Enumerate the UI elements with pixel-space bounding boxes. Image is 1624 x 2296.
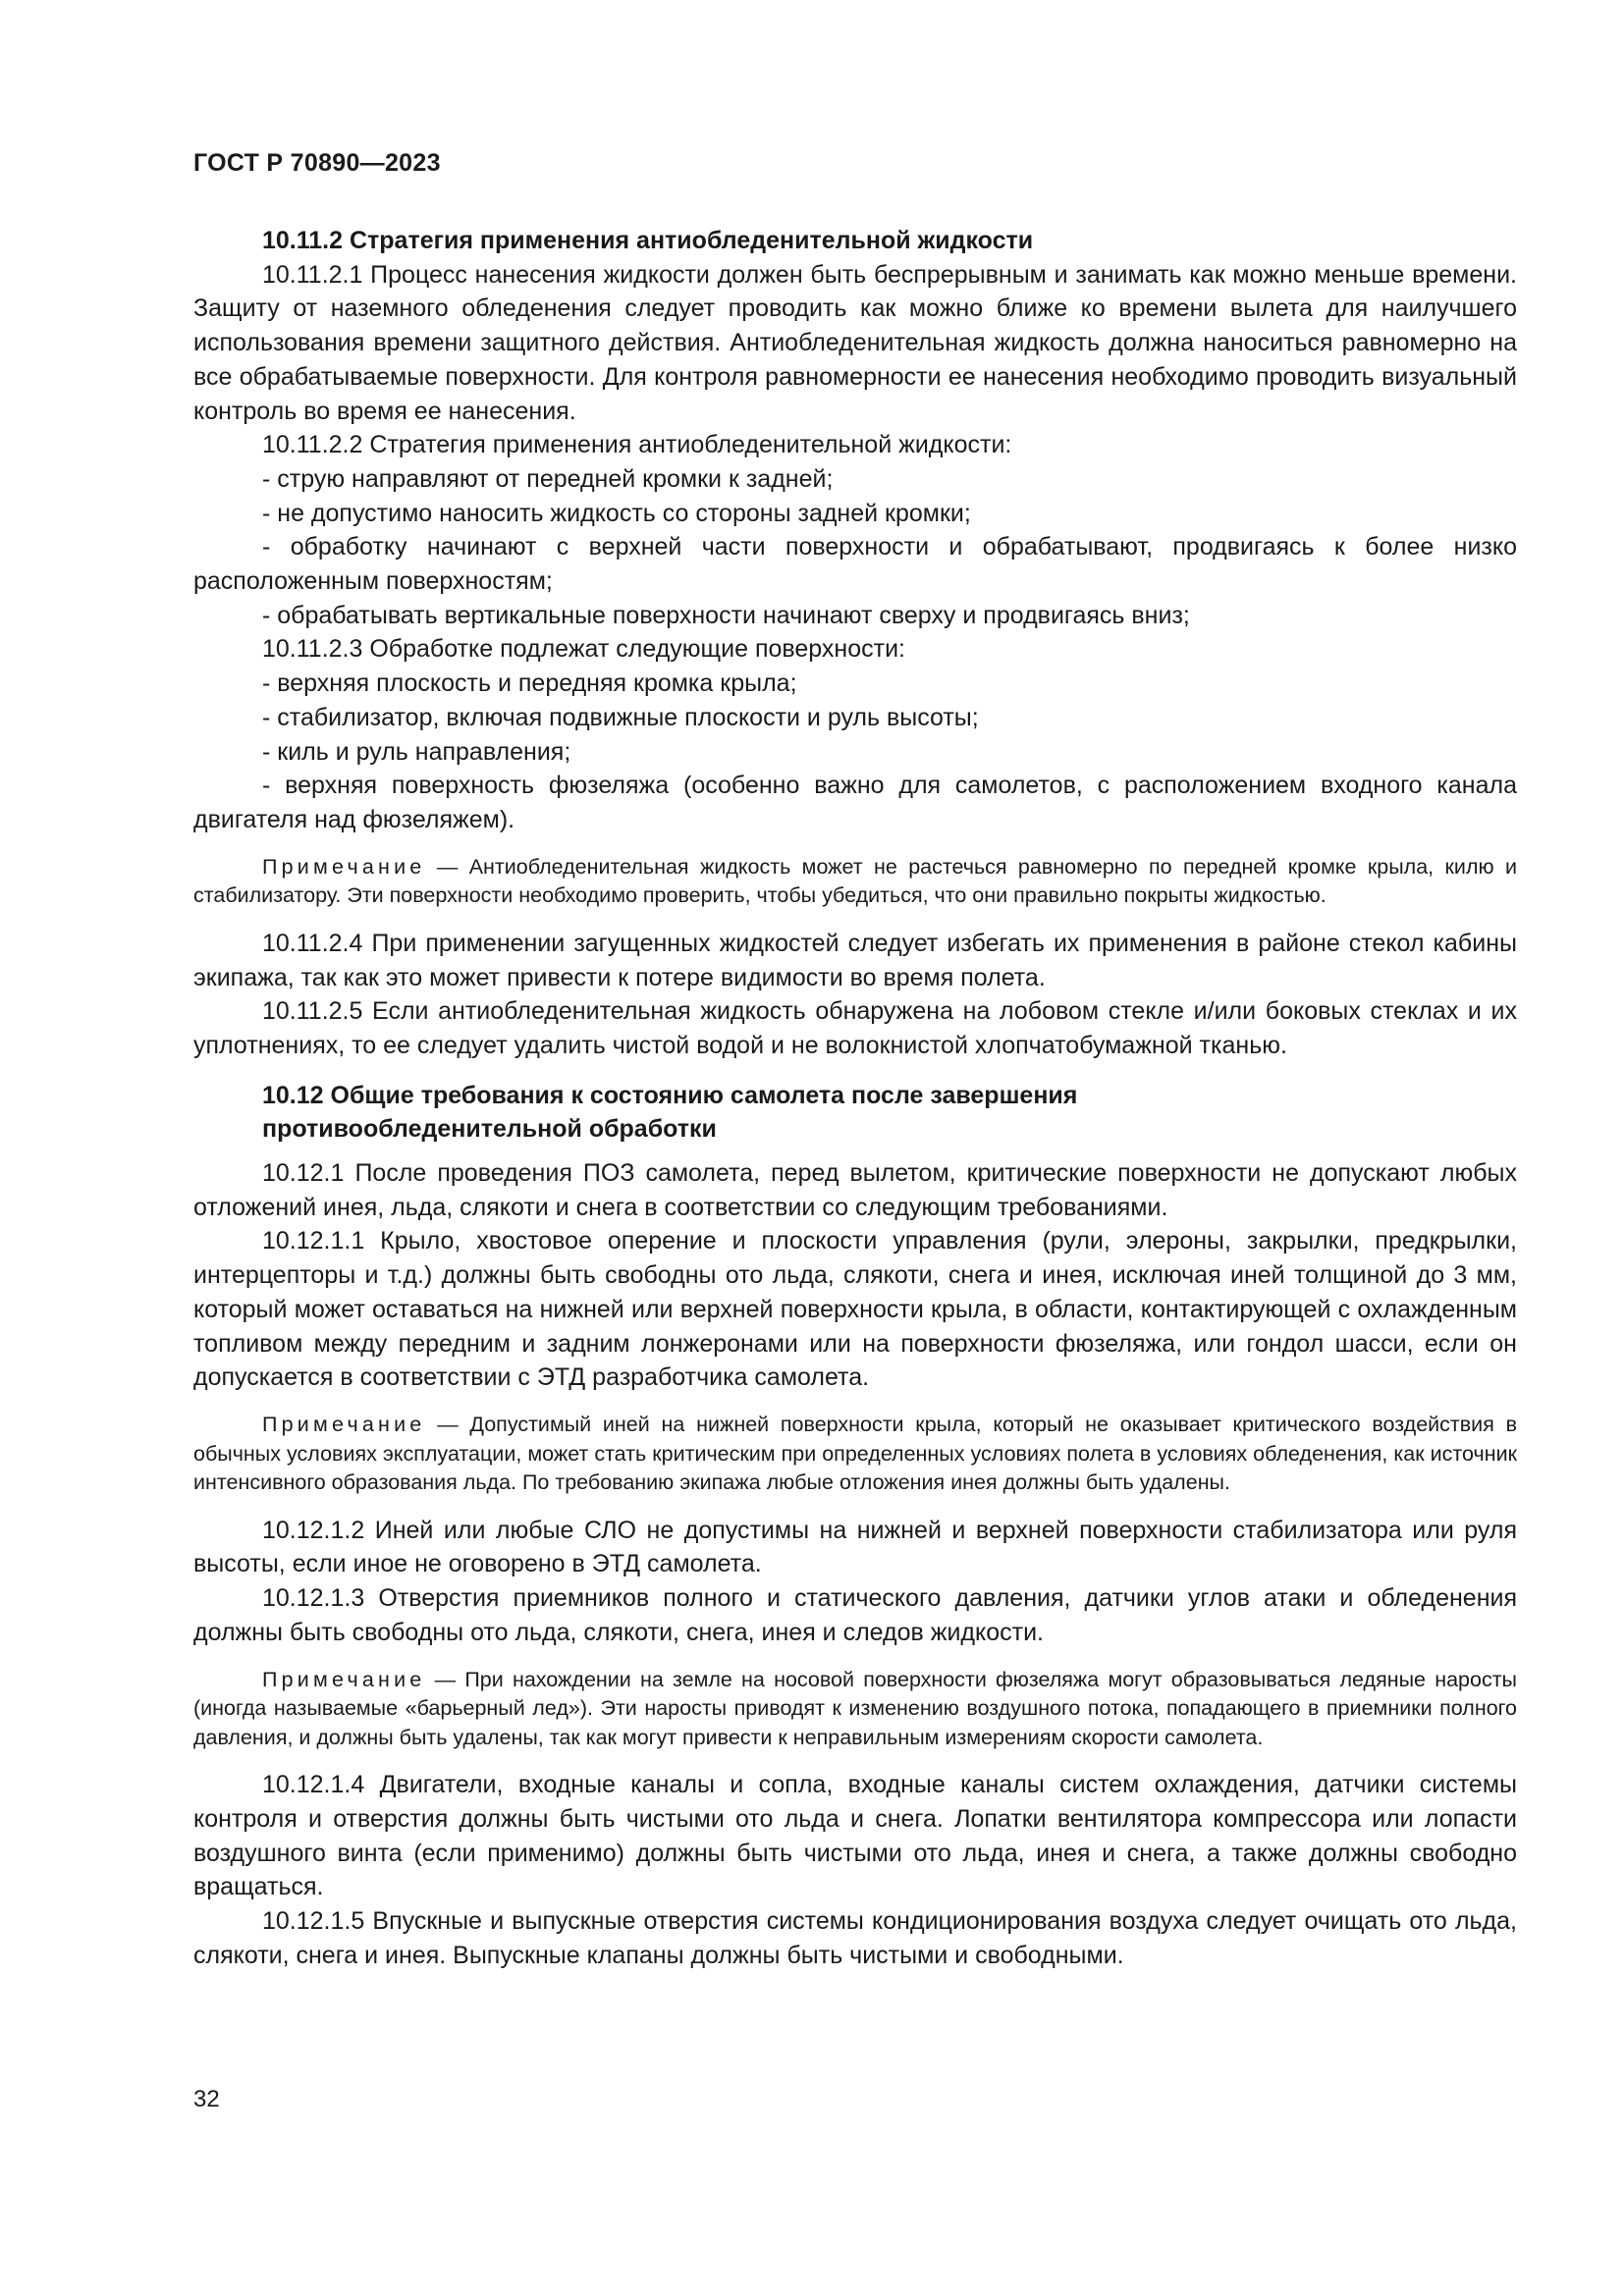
- page-body: [193, 224, 1517, 1973]
- note-2: [193, 1411, 1517, 1498]
- note-label: Примечание: [262, 1412, 426, 1436]
- paragraph-10-12-1-3: 10.12.1.3 Отверстия приемников полного и статического давления, датчики углов атаки и обледенения должны быть свободны ото льда, слякоти, снега, инея и следов жидкости.: [193, 1584, 1517, 1646]
- note-text: — Допустимый иней на нижней поверхности крыла, который не оказывает критического воздействия в обычных условиях эксплуатации, может стать критическим при определенных условиях полета в условиях обледенения, как источник интенсивного образования льда. По требованию экипажа любые отложения инея должны быть удалены.: [193, 1412, 1517, 1495]
- note-label: Примечание: [262, 1667, 426, 1691]
- heading-10-12-line1: 10.12 Общие требования к состоянию самолета после завершения: [262, 1081, 1078, 1109]
- paragraph-10-11-2-5: 10.11.2.5 Если антиобледенительная жидкость обнаружена на лобовом стекле и/или боковых стеклах и их уплотнениях, то ее следует удалить чистой водой и не волокнистой хлопчатобумажной тканью.: [193, 997, 1517, 1059]
- heading-10-12-line2: противообледенительной обработки: [262, 1115, 717, 1144]
- list-item: - не допустимо наносить жидкость со стороны задней кромки;: [262, 499, 971, 527]
- note-label: Примечание: [262, 854, 426, 879]
- paragraph-10-11-2-1: 10.11.2.1 Процесс нанесения жидкости должен быть беспрерывным и занимать как можно меньше времени. Защиту от наземного обледенения следует проводить как можно ближе ко времени вылета для наилучшего использования времени защитного действия. Антиобледенительная жидкость должна наноситься равномерно на все обрабатываемые поверхности. Для контроля равномерности ее нанесения необходимо проводить визуальный контроль во время ее нанесения.: [193, 260, 1517, 425]
- page-number: 32: [193, 2086, 220, 2112]
- list-item: - струю направляют от передней кромки к задней;: [262, 464, 834, 493]
- paragraph-10-12-1-4: 10.12.1.4 Двигатели, входные каналы и сопла, входные каналы систем охлаждения, датчики системы контроля и отверстия должны быть чистыми ото льда и снега. Лопатки вентилятора компрессора или лопасти воздушного винта (если применимо) должны быть чистыми ото льда, инея и снега, а также должны свободно вращаться.: [193, 1771, 1517, 1901]
- paragraph-10-11-2-3: 10.11.2.3 Обработке подлежат следующие поверхности:: [262, 635, 905, 664]
- paragraph-10-12-1: 10.12.1 После проведения ПОЗ самолета, перед вылетом, критические поверхности не допускают любых отложений инея, льда, слякоти и снега в соответствии со следующим требованиями.: [193, 1159, 1517, 1221]
- paragraph-10-11-2-2: 10.11.2.2 Стратегия применения антиобледенительной жидкости:: [262, 431, 1012, 459]
- list-item: - обрабатывать вертикальные поверхности начинают сверху и продвигаясь вниз;: [262, 601, 1190, 629]
- paragraph-10-12-1-5: 10.12.1.5 Впускные и выпускные отверстия системы кондиционирования воздуха следует очищать ото льда, слякоти, снега и инея. Выпускные клапаны должны быть чистыми и свободными.: [193, 1907, 1517, 1969]
- document-code: ГОСТ Р 70890—2023: [193, 149, 441, 177]
- heading-10-11-2: 10.11.2 Стратегия применения антиобледенительной жидкости: [262, 227, 1034, 254]
- list-item: - киль и руль направления;: [262, 737, 571, 766]
- note-text: — Антиобледенительная жидкость может не растечься равномерно по передней кромке крыла, килю и стабилизатору. Эти поверхности необходимо проверить, чтобы убедиться, что они правильно покрыты жидкостью.: [193, 854, 1517, 908]
- paragraph-10-11-2-4: 10.11.2.4 При применении загущенных жидкостей следует избегать их применения в районе стекол кабины экипажа, так как это может привести к потере видимости во время полета.: [193, 929, 1517, 991]
- note-text: — При нахождении на земле на носовой поверхности фюзеляжа могут образовываться ледяные наросты (иногда называемые «барьерный лед»). Эти наросты приводят к изменению воздушного потока, попадающего в приемники полного давления, и должны быть удалены, так как могут привести к неправильным измерениям скорости самолета.: [193, 1667, 1517, 1749]
- list-item: - обработку начинают с верхней части поверхности и обрабатывают, продвигаясь к более низко расположенным поверхностям;: [193, 533, 1517, 596]
- list-item: - верхняя поверхность фюзеляжа (особенно важно для самолетов, с расположением входного канала двигателя над фюзеляжем).: [193, 772, 1517, 833]
- paragraph-10-12-1-1: 10.12.1.1 Крыло, хвостовое оперение и плоскости управления (рули, элероны, закрылки, предкрылки, интерцепторы и т.д.) должны быть свободны ото льда, слякоти, снега и инея, исключая иней толщиной до 3 мм, который может оставаться на нижней или верхней поверхности крыла, в области, контактирующей с охлажденным топливом между передним и задним лонжеронами или на поверхности фюзеляжа, или гондол шасси, если он допускается в соответствии с ЭТД разработчика самолета.: [193, 1227, 1517, 1392]
- paragraph-10-12-1-2: 10.12.1.2 Иней или любые СЛО не допустимы на нижней и верхней поверхности стабилизатора или руля высоты, если иное не оговорено в ЭТД самолета.: [193, 1516, 1517, 1578]
- list-item: - стабилизатор, включая подвижные плоскости и руль высоты;: [262, 703, 979, 731]
- list-item: - верхняя плоскость и передняя кромка крыла;: [262, 669, 797, 698]
- note-3: [193, 1666, 1517, 1753]
- note-1: [193, 853, 1517, 911]
